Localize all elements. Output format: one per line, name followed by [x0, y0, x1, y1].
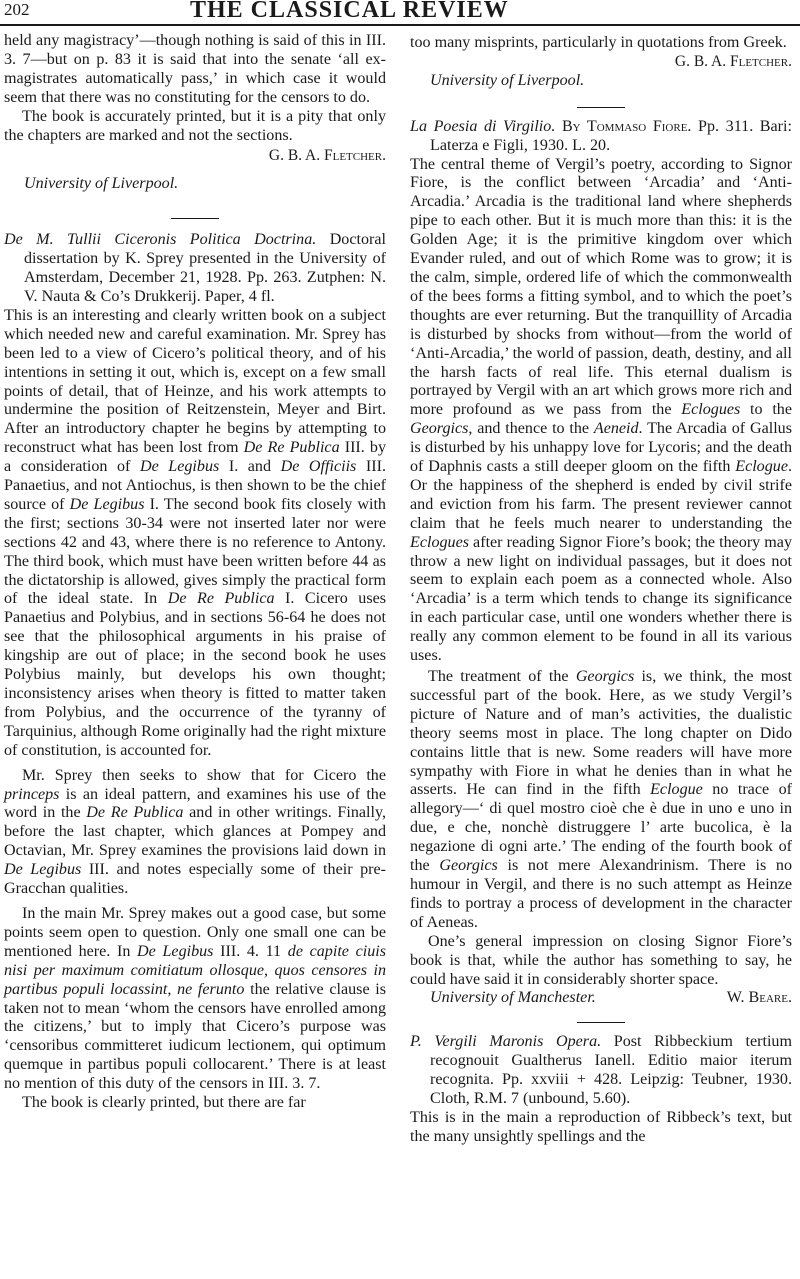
section-separator [577, 107, 625, 108]
paragraph: too many misprints, particularly in quotations from Greek. [410, 34, 787, 51]
section-separator [171, 218, 219, 219]
reviewer-signature: G. B. A. Fletcher. [268, 147, 386, 165]
paragraph: The treatment of the Georgics is, we think, the most successful part of the book. Here, as we study Vergil’s picture of Nature and of man’s activities, the dualistic theory seems most in place. The long chapter on Dido contains little that is new. Some readers will have more sympathy with Fiore in what he denies than in what he asserts. He can find in the fifth Eclogue no trace of allegory—‘ di quel mostro cioè che è due in uno e uno in due, e che, nonchè distruggere l’ arte bucolica, è la negazione di ogni arte.’ The ending of the fourth book of the Georgics is not mere Alexandrinism. There is no humour in Vergil, and there is no such attempt as Heinze finds to portray a process of development in the character of Aeneas. [410, 668, 792, 931]
book-details: Post Ribbeckium tertium recognouit Gualtherus Ianell. Editio maior iterum recognita. Pp. xxviii + 428. Leipzig: Teubner, 1930. Cloth, R.M. 7 (unbound, 5.60). [430, 1033, 792, 1108]
paragraph: This is an interesting and clearly written book on a subject which needed new and careful examination. Mr. Sprey has been led to a view of Cicero’s political theory, and of his intentions in setting it out, which is, except on a few small points of detail, that of Heinze, and his work attempts to undermine the position of Reitzenstein, Meyer and Birt. After an introductory chapter he begins by attempting to reconstruct what has been lost from De Re Publica III. by a consideration of De Legibus I. and De Officiis III. Panaetius, and not Antiochus, is then shown to be the chief source of De Legibus I. The second book fits closely with the first; sections 30-34 were not inserted later nor were sections 42 and 43, where there is no reference to Antony. The third book, which must have been written before 44 as the dictatorship is allowed, gives simply the practical form of the ideal state. In De Re Publica I. Cicero uses Panaetius and Polybius, and in sections 56-64 he does not see that the philosophical arguments in his praise of kingship are out of place; in the second book he uses Polybius mainly, but develops his own thought; inconsistency arises when theory is fitted to matter taken from Polybius, and the occurrence of the tyranny of Tarquinius, although Rome originally had the right mixture of constitution, is accounted for. [4, 306, 386, 759]
book-author: By Tommaso Fiore. [561, 117, 692, 135]
paragraph: This is in the main a reproduction of Ribbeck’s text, but the many unsightly spellings and the [410, 1108, 792, 1145]
right-column [410, 34, 792, 1147]
review-heading [410, 1033, 792, 1109]
paragraph: One’s general impression on closing Signor Fiore’s book is that, while the author has something to say, he could have said it in considerably shorter space. W. Beare. [410, 932, 792, 1007]
paragraph: The book is accurately printed, but it is a pity that only the chapters are marked and not the sections. [4, 107, 386, 144]
reviewer-affiliation: University of Manchester. [430, 989, 596, 1007]
paragraph: In the main Mr. Sprey makes out a good case, but some points seem open to question. Only one small one can be mentioned here. In De Legibus III. 4. 11 de capite ciuis nisi per maximum comitiatum ollosque, quos censores in partibus populi locassint, ne ferunto the relative clause is taken not to mean ‘whom the censors have enrolled among the citizens,’ but to imply that Cicero’s purpose was ‘censoribus committeret iudicum lectionem, qui optimum quemque in partibus populi collocarent.’ There is at least no mention of this duty of the censors in III. 3. 7. [4, 904, 387, 1093]
paragraph: held any magistracy’—though nothing is said of this in III. 3. 7—but on p. 83 it is said that into the senate ‘all ex-magistrates automatically pass,’ in which case it would seem that there was no constituting for the censors to do. [4, 32, 386, 106]
paragraph: The central theme of Vergil’s poetry, according to Signor Fiore, is the conflict between ‘Arcadia’ and ‘Anti-Arcadia.’ Arcadia is the traditional land where shepherds pipe to each other. But it is much more than this: it is the Golden Age; it is the primitive kingdom over which Evander ruled, and out of which Rome was to grow; it is the calm, simple, ordered life of which the commonwealth of the bees forms a fitting symbol, and to which the poet’s thoughts are ever returning. But the tranquillity of Arcadia is disturbed by shocks from without—from the world of ‘Anti-Arcadia,’ the world of passion, death, destiny, and all the harsh facts of real life. This eternal dualism is portrayed by Vergil with an art which grows more rich and more profound as we pass from the Eclogues to the Georgics, and thence to the Aeneid. The Arcadia of Gallus is disturbed by his unhappy love for Lycoris; and the death of Daphnis casts a still deeper gloom on the fifth Eclogue. Or the happiness of the shepherd is ended by civil strife and eviction from his farm. The present reviewer cannot claim that he feels much nearer to understanding the Eclogues after reading Signor Fiore’s book; the theory may throw a new light on individual passages, but it does not seem to explain each poem as a connected whole. Also ‘Arcadia’ is a term which tends to change its significance in each particular case, until one wonders whether there is really any common element to be found in all its various uses. [410, 155, 792, 665]
review-heading [410, 118, 792, 156]
running-title: THE CLASSICAL REVIEW [190, 0, 509, 23]
reviewer-signature: W. Beare. [726, 989, 792, 1007]
reviewer-signature: G. B. A. Fletcher. [674, 52, 792, 70]
paragraph: The book is clearly printed, but there are far [22, 1094, 306, 1112]
book-title: La Poesia di Virgilio. [410, 117, 556, 135]
book-title: De M. Tullii Ciceronis Politica Doctrina. [4, 231, 317, 249]
book-title: P. Vergili Maronis Opera. [410, 1033, 602, 1051]
page-header [0, 0, 800, 24]
header-rule [0, 24, 800, 26]
left-column [4, 32, 386, 1113]
section-separator [577, 1022, 625, 1023]
review-heading [4, 231, 386, 307]
reviewer-affiliation: University of Liverpool. [430, 71, 585, 89]
book-details: Doctoral dissertation by K. Sprey presented in the University of Amsterdam, December 21, 1928. Pp. 263. Zutphen: N. V. Nauta & Co’s Drukkerij. Paper, 4 fl. [24, 231, 386, 305]
paragraph: Mr. Sprey then seeks to show that for Cicero the princeps is an ideal pattern, and examines his use of the word in the De Re Publica and in other writings. Finally, before the last chapter, which glances at Pompey and Octavian, Mr. Sprey examines the provisions laid down in De Legibus III. and notes especially some of their pre-Gracchan qualities. [4, 766, 387, 898]
book-details: Pp. 311. Bari: Laterza e Figli, 1930. L. 20. [430, 117, 792, 154]
page-number: 202 [4, 0, 30, 19]
reviewer-affiliation: University of Liverpool. [24, 175, 179, 193]
